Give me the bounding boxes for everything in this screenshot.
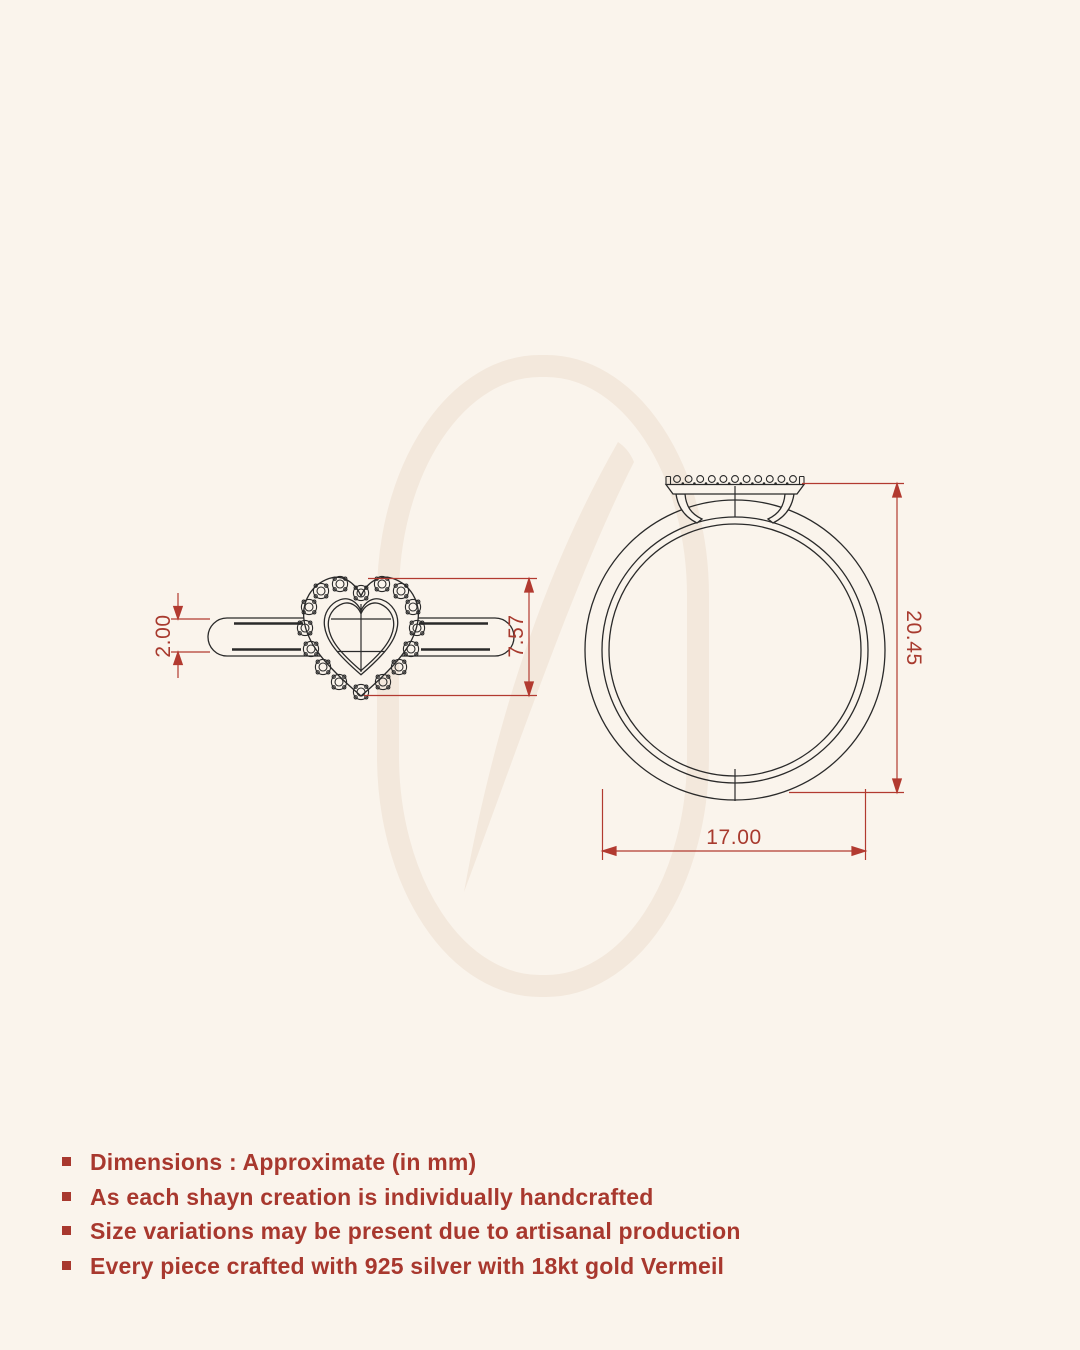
ring-inner-circle [609,524,861,776]
square-bullet-icon [62,1157,71,1166]
ring-front-view-drawing [585,476,885,801]
notes-list [56,1149,741,1287]
arrow-up [893,484,902,498]
ring-outer-circle [585,500,885,800]
square-bullet-icon [62,1192,71,1201]
note-text: As each shayn creation is individually handcrafted [90,1183,654,1210]
note-text: Size variations may be present due to artisanal production [90,1218,741,1245]
arrow-right [852,847,866,856]
left-shoulder [676,494,702,523]
note-text: Every piece crafted with 925 silver with 18kt gold Vermeil [90,1252,725,1279]
dimension-label-heart-height: 7.57 [505,614,528,658]
ring-side-view-drawing [208,576,514,699]
dimension-band-width [171,593,210,678]
square-bullet-icon [62,1226,71,1235]
dimension-label-inner-diameter: 17.00 [706,826,762,849]
dimension-label-band-width: 2.00 [152,614,175,658]
note-text: Dimensions : Approximate (in mm) [90,1149,477,1175]
right-shoulder [768,494,794,523]
heart-setting [297,576,424,699]
ring-band-inner-circle [602,517,868,783]
arrow-left [603,847,617,856]
dimension-overall-height [789,484,904,793]
dimension-label-overall-height: 20.45 [902,610,925,666]
note-row [56,1184,741,1219]
note-row [56,1253,741,1288]
arrow-down [525,682,534,696]
note-row [56,1149,741,1184]
arrow-up [525,579,534,593]
arrow-down [893,779,902,793]
note-row [56,1218,741,1253]
square-bullet-icon [62,1261,71,1270]
prong-row [666,476,804,485]
